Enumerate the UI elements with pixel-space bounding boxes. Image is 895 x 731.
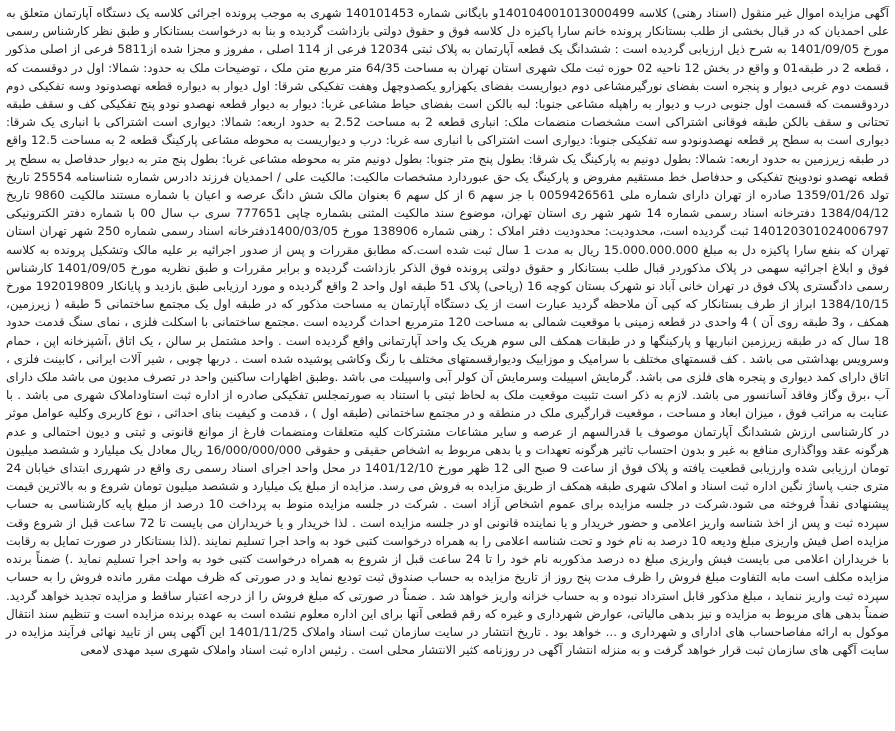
auction-notice-text: آگهی مزایده اموال غیر منقول (اسناد رهنی) کلاسه 140104001013000499و بایگانی شماره 140101453 شهری به موجب پرونده اجرائی کلاسه یک دستگاه آپارتمان متعلق به علی احمدیان که در قبال بخشی از طلب بستانکار پرونده خانم سارا پاکیزه دل کلاسه فوق و حقوق دولتی بازداشت گردیده و بنا به درخواست بستانکار و طبق نظر کارشناس رسمی مورخ 1401/09/05 به شرح ذیل ارزیابی گردیده است : ششدانگ یک قطعه آپارتمان به پلاک ثبتی 12034 فرعی از 114 اصلی ، مفروز و مجزا شده از5811 فرعی از اصلی مذکور ، قطعه 2 در طبقه01 و واقع در بخش 12 ناحیه 02 حوزه ثبت ملک شهری استان تهران به مساحت 64/35 متر مربع متن ملک ، توضیحات ملک به حدود: شمالا: اول در دوقسمت که قسمت دوم غربی دیوار و پنجره است بفضای نورگیرمشاعی دوم دیواریست بفضای یکهزارو یکصدوچهل وهفت تفکیکی شرقا: اول دیوار به دیواره قطعه نهصدونود وسه تفکیکی دوم دردوقسمت که قسمت اول جنوبی درب و دیوار به راهپله مشاعی جنوبا: لبه بالکن است بفضای حیاط مشاعی غربا: دیوار به دیوار قطعه نهصدو نودو پنج تفکیکی کف و سقف طبقه تحتانی و سقف بالکن طبقه فوقانی اشتراکی است مشخصات منضمات ملک: انباری قطعه 2 به مساحت 2.52 به حدود اربعه: شمالا: دیواری است اشتراکی با انباری یک شرقا: دیواری است به سطح پر قطعه نهصدونودو سه تفکیکی جنوبا: دیواری است اشتراکی با انباری سه غربا: درب و دیواریست به محوطه مشاعی پارکینگ قطعه 2 به مساحت 12.5 واقع در طبقه زیرزمین به حدود اربعه: شمالا: بطول دونیم به پارکینگ یک شرقا: بطول پنج متر جنوبا: بطول دونیم متر به محوطه مشاعی غربا: بطول پنج متر به دیوار حدفاصل به سطح پر قطعه نهصدو نودوپنج تفکیکی و حدفاصل خط مستقیم مفروض و پارکینگ یک حق عبوردارد مشخصات مالکیت: مالکیت علی / احمدیان فرزند دادرس شماره شناسنامه 25554 تاریخ تولد 1359/01/26 صادره از تهران دارای شماره ملی 0059426561 با جز سهم 6 از کل سهم 6 بعنوان مالک شش دانگ عرصه و اعیان با شماره مستند مالکیت 9860 تاریخ 1384/04/12 دفترخانه اسناد رسمی شماره 14 شهر شهر ری استان تهران، موضوع سند مالکیت المثنی بشماره چاپی 777651 سری ب سال 00 با شماره دفتر الکترونیکی 140120301024006797 ثبت گردیده است، محدودیت: محدودیت دفتر املاک : رهنی شماره 138906 مورخ 1400/03/05دفترخانه اسناد رسمی شماره 250 شهر تهران استان تهران که بنفع سارا پاکیزه دل به مبلغ 15.000.000.000 ریال به مدت 1 سال ثبت شده است.که مطابق مقررات و پس از صدور اجرائیه بر علیه مالک وتشکیل پرونده به کلاسه فوق و ابلاغ اجرائیه سهمی در پلاک مذکوردر قبال طلب بستانکار و حقوق دولتی پرونده فوق الذکر بازداشت گردیده و برابر مقررات و طبق نظریه مورخ 1401/09/05 کارشناس رسمی دادگستری پلاک فوق در تهران خانی آباد نو شهرک بستان کوچه 16 (ریاحی) پلاک 51 طبقه اول واحد 2 واقع گردیده و مورد ارزیابی طبق بازدید و پایانکار 192019809 مورخ 1384/10/15 ابراز از طرف بستانکار که کپی آن ملاحظه گردید عبارت است از یک دستگاه آپارتمان به مساحت مذکور که در طبقه اول یک مجتمع ساختمانی 5 طبقه ( زیرزمین، همکف ، و3 طبقه روی آن ) 4 واحدی در قطعه زمینی با موقعیت شمالی به مساحت 120 مترمربع احداث گردیده است .مجتمع ساختمانی با اسکلت فلزی ، نمای سنگ قدمت حدود 18 سال که در طبقه زیرزمین انباریها و پارکینگها و در طبقات همکف الی سوم هریک یک واحد آپارتمانی واقع گردیده است . واحد مشتمل بر سالن ، یک اتاق ،آشپزخانه اپن ، حمام وسرویس بهداشتی می باشد . کف قسمتهای مختلف با سرامیک و موزاییک ودیوارقسمتهای مختلف با رنگ وکاشی پوشیده شده است . دربها چوبی ، شیر آلات ایرانی ، کابینت فلزی ، اتاق دارای کمد دیواری و پنجره های فلزی می باشد. گرمایش اسپیلت وسرمایش آن کولر آبی واسپیلت می باشد .وطبق اظهارات ساکنین واحد در تصرف مدیون می باشد ملک دارای آب ،برق وگاز وفاقد آسانسور می باشد. لازم به ذکر است تثبیت موقعیت ملک به لحاظ ثبتی با استناد به صورتمجلس تفکیکی صادره از اداره ثبت استاوداملاک شهری می باشد . با عنایت به مراتب فوق ، میزان ابعاد و مساحت ، موقعیت قرارگیری ملک در منطقه و در مجتمع ساختمانی (طبقه اول ) ، قدمت و کیفیت بنای احداثی ، نوع کاربری وکلیه عوامل موثر در کارشناسی ارزش ششدانگ آپارتمان موصوف با قدرالسهم از عرصه و سایر مشاعات مشترکات کلیه متعلقات ومنضمات فارغ از موانع قانونی و ثبتی و دیون احتمالی و عدم هرگونه عقد وواگذاری منافع به غیر و بدون احتساب تاثیر هرگونه تعهدات و یا بدهی مربوط به اشخاص حقیقی و حقوقی 16/000/000/000 ریال معادل یک میلیارد و ششصد میلیون تومان ارزیابی شده وارزیابی قطعیت یافته و پلاک فوق از ساعت 9 صبح الی 12 ظهر مورخ 1401/12/10 در محل واحد اجرای اسناد رسمی ری واقع در شهرری ابتدای خیابان 24 متری جنب پاساژ نگین اداره ثبت اسناد و املاک شهری طبقه همکف از طریق مزایده به فروش می رسد. مزایده از مبلغ یک میلیارد و ششصد میلیون تومان شروع و به بالاترین قیمت پیشنهادی نقداً فروخته می شود.شرکت در جلسه مزایده برای عموم اشخاص آزاد است . شرکت در جلسه مزایده منوط به پرداخت 10 درصد از مبلغ پایه کارشناسی به حساب سپرده ثبت و پس از اخذ شناسه واریز اعلامی و حضور خریدار و یا نماینده قانونی او در جلسه مزایده است . لذا خریدار و یا خریداران می بایست تا 72 ساعت قبل از شروع وقت مزایده اصل فیش واریزی مبلغ ودیعه 10 درصد به نام خود و تحت شناسه اعلامی را به همراه درخواست کتبی خود به واحد اجرا تسلیم نمایند .(لذا بستانکار در صورت تمایل به رقابت با خریداران اعلامی می بایست فیش واریزی مبلغ ده درصد مذکوربه نام خود را تا 24 ساعت قبل از شروع به همراه درخواست کتبی خود به واحد اجرا تسلیم نماید .) ضمناً برنده مزایده مکلف است مابه التفاوت مبلغ فروش را ظرف مدت پنج روز از تاریخ مزایده به حساب صندوق ثبت تودیع نماید و در صورتی که ظرف مهلت مقرر مانده فروش را به حساب سپرده ثبت واریز ننماید ، مبلغ مذکور قابل استرداد نبوده و به حساب خزانه واریز خواهد شد . ضمناً در صورتی که مبلغ فروش را از درجه اعتبار ساقط و مزایده تجدید خواهد گردید. ضمناً بدهی های مربوط به مزایده و نیز بدهی مالیاتی، عوارض شهرداری و غیره که رقم قطعی آنها برای این اداره معلوم نشده است به عهده برنده مزایده است و تنظیم سند انتقال موکول به ارائه مفاصاحساب های ادارای و شهرداری و ... خواهد بود . تاریخ انتشار در سایت سازمان ثبت اسناد واملاک 1401/11/25 این آگهی پس از تایید نهائی فرآیند مزایده در سایت آگهی های سازمان ثبت قرار خواهد گرفت و به منزله انتشار آگهی در روزنامه کثیر الانتشار محلی است . رئیس اداره ثبت اسناد واملاک شهری سید مهدی لامعی: [6, 6, 890, 658]
